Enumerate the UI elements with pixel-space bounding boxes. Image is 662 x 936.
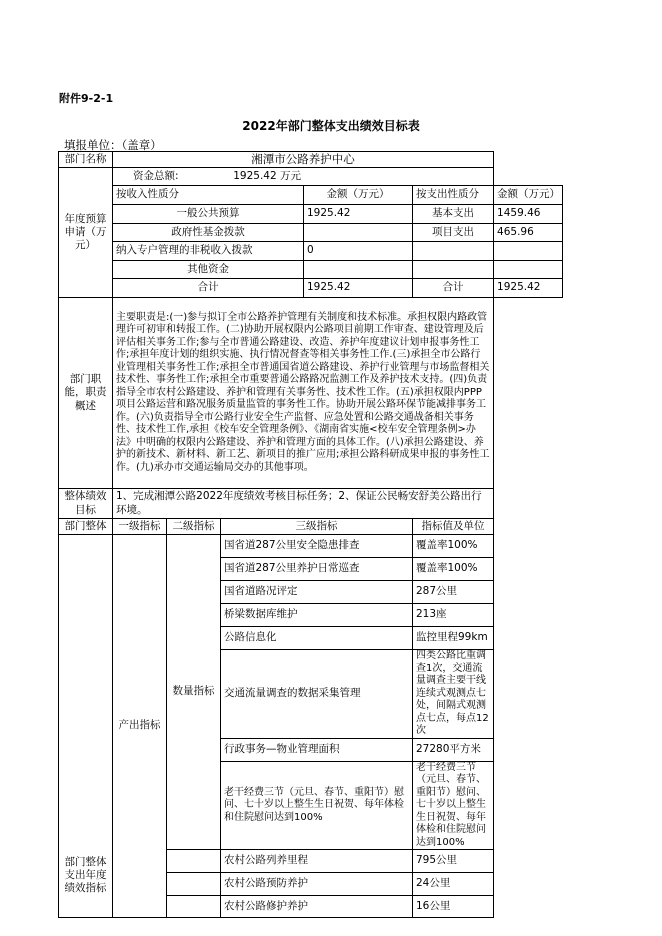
goal-text: 1、完成湘潭公路2022年度绩效考核目标任务；2、保证公民畅安舒美公路出行环境。: [113, 489, 494, 519]
indicator-level2-empty: [167, 896, 221, 918]
indicator-name: 老干经费三节（元旦、春节、重阳节）慰问、七十岁以上整生生日祝贺、每年体检和住院慰问达到100%: [221, 761, 413, 850]
goal-row: [59, 489, 563, 519]
indicator-name: 国省道路况评定: [221, 581, 413, 604]
indicator-level2-empty: [167, 850, 221, 873]
budget-total-label: 资金总额:: [133, 169, 179, 182]
budget-total-unit: 万元: [280, 169, 301, 182]
indicator-col3: 三级指标: [221, 519, 413, 535]
expense-header: 按支出性质分: [413, 186, 494, 205]
indicator-level1: 产出指标: [113, 535, 167, 918]
income-amount: 1925.42: [304, 205, 413, 224]
expense-amount: 465.96: [494, 224, 563, 242]
dept-label: 部门名称: [59, 152, 113, 168]
budget-header-row: [59, 186, 563, 205]
expense-amount: [494, 261, 563, 279]
dept-name: 湘潭市公路养护中心: [113, 152, 494, 168]
budget-total: [113, 168, 494, 186]
income-type: 其他资金: [113, 261, 304, 279]
expense-amount: 1459.46: [494, 205, 563, 224]
indicator-value: 287公里: [413, 581, 494, 604]
indicator-name: 农村公路修护养护: [221, 896, 413, 918]
indicator-name: 行政事务—物业管理面积: [221, 738, 413, 761]
income-type: 政府性基金拨款: [113, 224, 304, 242]
expense-amount: [494, 242, 563, 261]
indicator-value: 四类公路比重调查1次，交通流量调查主要干线连续式观测点七处，间隔式观测点七点，每点12次: [413, 650, 494, 739]
income-amount: 0: [304, 242, 413, 261]
indicator-value: 覆盖率100%: [413, 558, 494, 581]
income-amount: [304, 224, 413, 242]
expense-amount-header: 金额（万元）: [494, 186, 563, 205]
budget-total-value: 1925.42: [233, 169, 277, 182]
income-header: 按收入性质分: [113, 186, 304, 205]
indicator-value: 监控里程99km: [413, 627, 494, 650]
budget-total-row: [59, 168, 563, 186]
indicator-level2: 数量指标: [167, 535, 221, 850]
budget-label: 年度预算申请（万元）: [59, 168, 113, 298]
expense-type: 合计: [413, 279, 494, 298]
income-amount: [304, 261, 413, 279]
indicator-value: 覆盖率100%: [413, 535, 494, 558]
expense-type: [413, 242, 494, 261]
expense-type: [413, 261, 494, 279]
income-type: 合计: [113, 279, 304, 298]
indicator-value: 老干经费三节（元旦、春节、重阳节）慰问、七十岁以上整生生日祝贺、每年体检和住院慰问达到100%: [413, 761, 494, 850]
indicator-row: [59, 535, 563, 558]
indicator-col1: 一级指标: [113, 519, 167, 535]
indicator-name: 国省道287公里养护日常巡查: [221, 558, 413, 581]
indicator-value: 16公里: [413, 896, 494, 918]
attachment-number: 附件9-2-1: [59, 92, 114, 105]
budget-row: [59, 242, 563, 261]
page-title: 2022年部门整体支出绩效目标表: [242, 119, 420, 133]
income-amount-header: 金额（万元）: [304, 186, 413, 205]
income-amount: 1925.42: [304, 279, 413, 298]
indicator-name: 国省道287公里安全隐患排查: [221, 535, 413, 558]
fill-unit-label: 填报单位：（盖章）: [64, 138, 162, 152]
expense-type: 项目支出: [413, 224, 494, 242]
indicator-value: 213座: [413, 604, 494, 627]
functions-text: 主要职责是:(一)参与拟订全市公路养护管理有关制度和技术标准。承担权限内路政管理许可初审和转报工作。(二)协助开展权限内公路项目前期工作审查、建设管理及后评估相关事务工作;参与全市普通公路建设、改造、养护年度建议计划申报事务性工作;承担年度计划的组织实施、执行情况督查等相关事务性工作.(三)承担全市公路行业管理相关事务性工作;承担全市普通国省道公路建设、养护行业管理与市场监督相关技术性、事务性工作;承担全市重要普通公路路况监测工作及养护技术支持。(四)负责指导全市农村公路建设、养护和管理有关事务性、技术性工作。(五)承担权限内PPP项目公路运营和路况服务质量监管的事务性工作。协助开展公路环保节能减排事务工作。(六)负责指导全市公路行业安全生产监督、应急处置和公路交通战备相关事务性、技术性工作,承担《校车安全管理条例》、《湖南省实施<校车安全管理条例>办法》中明确的权限内公路建设、养护和管理方面的具体工作。(八)承担公路建设、养护的新技术、新材料、新工艺、新项目的推广应用;承担公路科研成果申报的事务性工作。(九)承办市交通运输局交办的其他事项。: [113, 298, 494, 489]
budget-row: [59, 224, 563, 242]
budget-total-sum-row: [59, 279, 563, 298]
indicator-value: 27280平方米: [413, 738, 494, 761]
indicator-side-label: 部门整体支出年度绩效指标: [59, 535, 113, 918]
functions-label: 部门职能，职责概述: [59, 298, 113, 489]
income-type: 纳入专户管理的非税收入拨款: [113, 242, 304, 261]
indicator-name: 桥梁数据库维护: [221, 604, 413, 627]
indicator-name: 公路信息化: [221, 627, 413, 650]
dept-row: [59, 152, 563, 168]
indicator-value: 24公里: [413, 873, 494, 896]
functions-row: [59, 298, 563, 489]
expense-type: 基本支出: [413, 205, 494, 224]
indicator-name: 交通流量调查的数据采集管理: [221, 650, 413, 739]
indicator-name: 农村公路列养里程: [221, 850, 413, 873]
expense-amount: 1925.42: [494, 279, 563, 298]
budget-row: [59, 205, 563, 224]
indicator-name: 农村公路预防养护: [221, 873, 413, 896]
indicator-header-label: 部门整体: [59, 519, 113, 535]
indicator-level2-empty: [167, 873, 221, 896]
performance-table: [58, 151, 563, 918]
budget-row: [59, 261, 563, 279]
income-type: 一般公共预算: [113, 205, 304, 224]
indicator-col2: 二级指标: [167, 519, 221, 535]
goal-label: 整体绩效目标: [59, 489, 113, 519]
indicator-col4: 指标值及单位: [413, 519, 494, 535]
indicator-header-row: [59, 519, 563, 535]
indicator-value: 795公里: [413, 850, 494, 873]
